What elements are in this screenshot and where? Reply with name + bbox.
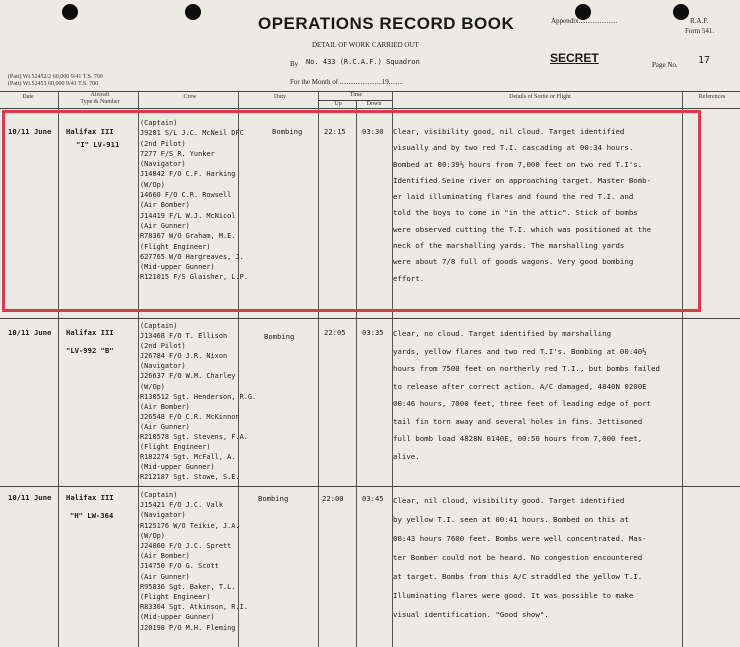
time-down: 03:35	[362, 328, 384, 337]
secret-stamp: SECRET	[550, 51, 599, 65]
sortie-details: Clear, no cloud. Target identified by marshalling yards, yellow flares and two red T.I's. Bombing at 00:40½ hours from 7500 feet on northerly red T.I., but bombs failed to release after correct action. A/C damaged, 4840N 0200E 00:46 hours, 7000 feet, three feet of leading edge of port tail fin torn away and several holes in fins. Jettisoned full bomb load 4828N 0140E, 00:50 hours from 7,000 feet, alive.	[393, 329, 660, 461]
sortie-date: 10/11 June	[8, 328, 52, 337]
col-crew: Crew	[183, 94, 197, 100]
col-duty: Duty	[274, 94, 286, 100]
col-aircraft: Aircraft Type & Number	[80, 92, 120, 105]
aircraft-type: Halifax III	[66, 493, 114, 502]
detail-subtitle: DETAIL OF WORK CARRIED OUT	[312, 41, 419, 49]
col-time: Time	[349, 92, 363, 98]
time-up: 22:15	[324, 127, 346, 136]
time-down: 03:45	[362, 494, 384, 503]
month-label: For the Month of ........................19........	[290, 78, 403, 86]
crew-list: (Captain) J13468 F/O T. Ellison (2nd Pilot) J26784 F/O J.R. Nixon (Navigator) J26637 F/O W.M. Charley (W/Op) R130512 Sgt. Henderson, R.G. (Air Bomber) J26548 F/O C.R. McKinnon (Air Gunner) R210578 Sgt. Stevens, F.A. (Flight Engineer) R182274 Sgt. McFall, A. (Mid-upper Gunner) R212187 Sgt. Stowe, S.E.	[140, 322, 257, 482]
time-up: 22:05	[324, 328, 346, 337]
print-note: (Patt) Wt.52453 60,000 9/41 T.S. 700	[8, 81, 99, 87]
appendix-label: Appendix......................	[551, 17, 618, 25]
highlight-box	[2, 110, 701, 312]
sortie-duty: Bombing	[272, 127, 303, 136]
sortie-date: 10/11 June	[8, 493, 52, 502]
sortie-details: Clear, nil cloud, visibility good. Target identified by yellow T.I. seen at 00:41 hours. Bombed on this at 00:43 hours 7600 feet. Bombs were well concentrated. Mas- ter Bomber could not be heard. No congestion encountered at target. Bombs from this A/C straddled the yellow T.I. Illuminating flares were good. It was possible to make visual identification. "Good show".	[393, 496, 647, 619]
row-separator	[0, 486, 740, 487]
col-date: Date	[22, 94, 34, 100]
aircraft-number: "H" LW-364	[70, 511, 114, 520]
form-number: Form 541.	[685, 27, 715, 35]
col-time-up: Up	[334, 101, 342, 107]
punch-hole	[673, 4, 689, 20]
crew-list: (Captain) J15421 F/O J.C. Valk (Navigator) R125176 W/O Teikie, J.A. (W/Op) J24060 F/O J.C. Sprett (Air Bomber) J14750 F/O G. Scott (Air Gunner) R95836 Sgt. Baker, T.L. (Flight Engineer) R83304 Sgt. Atkinson, R.I. (Mid-upper Gunner) J20198 P/O M.H. Fleming	[140, 491, 248, 632]
header-rule	[0, 108, 740, 109]
row-separator	[0, 318, 740, 319]
sortie-duty: Bombing	[258, 494, 289, 503]
sortie-details: Clear, visibility good, nil cloud. Target identified visually and by two red T.I. cascading at 00:34 hours. Bombed at 00:39½ hours from 7,000 feet on two red T.I's. Identified Seine river on approaching target. Master Bomb- er laid illuminating flares and found the red T.I. and told the boys to come in "in the attic". Stick of bombs were observed cutting the T.I. which was positioned at the neck of the marshalling yards. The marshalling yards were about 7/8 full of goods wagons. Very good bombing effort.	[393, 127, 652, 283]
sortie-duty: Bombing	[264, 332, 295, 341]
print-note: (Patt) Wt.52452/2 60,000 9/41 T.S. 700	[8, 74, 103, 80]
page-number: 17	[698, 55, 711, 66]
col-time-down: Down	[366, 101, 382, 107]
time-down: 03:30	[362, 127, 384, 136]
col-references: References	[698, 94, 726, 100]
aircraft-number: "LV-992 "B"	[66, 346, 114, 355]
aircraft-type: Halifax III	[66, 328, 114, 337]
by-label: By	[290, 60, 299, 68]
squadron-name: No. 433 (R.C.A.F.) Squadron	[306, 58, 420, 66]
aircraft-type: Halifax III	[66, 127, 114, 136]
sortie-date: 10/11 June	[8, 127, 52, 136]
col-details: Details of Sortie or Flight	[509, 94, 571, 100]
punch-hole	[185, 4, 201, 20]
aircraft-number: "I" LV-911	[76, 140, 120, 149]
page-no-label: Page No.	[652, 61, 678, 69]
form-raf-label: R.A.F.	[690, 17, 709, 25]
time-subrule	[318, 100, 392, 101]
punch-hole	[62, 4, 78, 20]
crew-list: (Captain) J9201 S/L J.C. McNeil DFC (2nd Pilot) 7277 F/S R. Yunker (Navigator) J14842 F/O C.F. Harking (W/Op) 14660 F/O C.R. Rowsell (Air Bomber) J14419 F/L W.J. McNicol (Air Gunner) R78367 W/O Graham, M.E. (Flight Engineer) 627765 W/O Hargreaves, J. (Mid-upper Gunner) R121015 F/S Glaisher, L.P.	[140, 119, 248, 282]
time-up: 22:00	[322, 494, 344, 503]
page-title: OPERATIONS RECORD BOOK	[258, 14, 515, 33]
